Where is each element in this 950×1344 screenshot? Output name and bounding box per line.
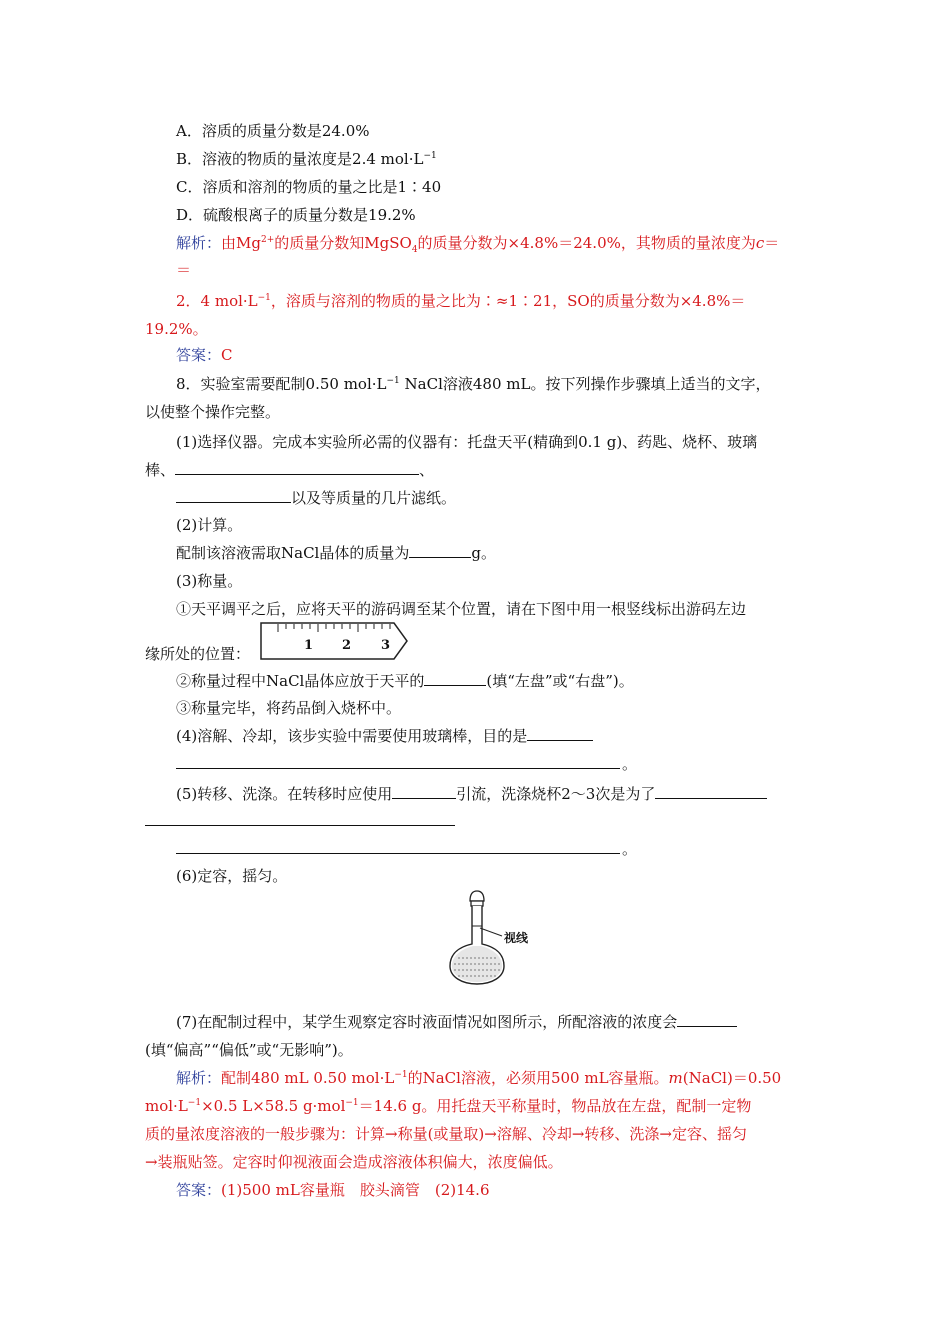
q8-step-1-comma: 、 xyxy=(419,461,435,479)
q8-step-1-line-3 xyxy=(176,488,456,508)
q8-step-6: (6)定容，摇匀。 xyxy=(176,867,288,885)
q8-step-3-2-text: ②称量过程中NaCl晶体应放于天平的 xyxy=(176,672,425,690)
analysis-2-sup-a: −1 xyxy=(394,1070,408,1080)
q8-step-5-text-a: (5)转移、洗涤。在转移时应使用 xyxy=(176,785,393,803)
volumetric-flask-figure xyxy=(420,888,540,988)
analysis-2-line-3: 质的量浓度溶液的一般步骤为：计算→称量(或量取)→溶解、冷却→转移、洗涤→定容、摇匀 xyxy=(145,1125,747,1143)
q8-step-1: (1)选择仪器。完成本实验所必需的仪器有：托盘天平(精确到0.1 g)、药匙、烧杯、玻璃 xyxy=(176,433,758,451)
q8-step-5-text-b: 引流，洗涤烧杯2～3次是为了 xyxy=(456,785,656,803)
analysis-label: 解析： xyxy=(176,234,222,252)
analysis-1-line-3-b: ，溶质与溶剂的物质的量之比为∶≈1∶21，SO的质量分数为×4.8%＝ xyxy=(270,292,746,310)
q8-stem-b: NaCl溶液480 mL。按下列操作步骤填上适当的文字， xyxy=(399,375,771,393)
analysis-1-text-d: ＝ xyxy=(764,234,780,252)
answer-blank[interactable] xyxy=(175,460,419,475)
answer-label: 答案： xyxy=(176,1181,222,1199)
analysis-2-line-1 xyxy=(176,1068,781,1088)
sight-line-label: 视线 xyxy=(504,931,529,945)
analysis-1-line-4: 19.2%。 xyxy=(145,320,208,338)
answer-1 xyxy=(176,345,233,365)
answer-blank[interactable] xyxy=(176,768,620,769)
q8-step-3-1-line-2: 缘所处的位置： xyxy=(145,645,251,663)
analysis-1-text-a: 由Mg xyxy=(221,234,261,252)
q8-step-3-2-tail: (填“左盘”或“右盘”)。 xyxy=(486,672,634,690)
analysis-2-l2-a: mol·L xyxy=(145,1097,188,1115)
answer-label: 答案： xyxy=(176,346,222,364)
answer-blank[interactable] xyxy=(145,825,455,826)
q8-step-1-text: 棒、 xyxy=(145,461,176,479)
answer-2-value: (1)500 mL容量瓶 胶头滴管 (2)14.6 xyxy=(221,1181,490,1199)
analysis-1-sup-a: 2+ xyxy=(260,235,275,245)
q8-step-2-detail xyxy=(176,543,496,563)
q8-stem xyxy=(176,374,770,394)
ruler-label-3: 3 xyxy=(381,638,391,653)
analysis-1-text-b: 的质量分数知MgSO xyxy=(274,234,412,252)
analysis-1-line-3-a: 2．4 mol·L xyxy=(176,292,258,310)
analysis-1-var-c: c xyxy=(755,234,765,252)
answer-1-value: C xyxy=(221,346,233,364)
answer-blank[interactable] xyxy=(527,726,593,741)
sight-line xyxy=(480,928,502,936)
ruler-label-1: 1 xyxy=(304,638,314,653)
q8-step-1-line-2 xyxy=(145,460,434,480)
flask-stopper xyxy=(470,891,484,901)
q8-step-2: (2)计算。 xyxy=(176,516,243,534)
option-d: D．硫酸根离子的质量分数是19.2% xyxy=(176,206,416,224)
option-b-text: B．溶液的物质的量浓度是2.4 mol·L xyxy=(176,150,424,168)
q8-step-3-2 xyxy=(176,671,634,691)
analysis-2-line-4: →装瓶贴签。定容时仰视液面会造成溶液体积偏大，浓度偏低。 xyxy=(145,1153,563,1171)
analysis-2-l2-b: ×0.5 L×58.5 g·mol xyxy=(201,1097,346,1115)
analysis-2-l2-sup1: −1 xyxy=(187,1098,202,1108)
analysis-2-text-c: (NaCl)＝0.50 xyxy=(682,1069,782,1087)
q8-step-4-text: (4)溶解、冷却，该步实验中需要使用玻璃棒，目的是 xyxy=(176,727,528,745)
answer-blank[interactable] xyxy=(392,784,456,799)
analysis-1-line-2: ＝ xyxy=(176,261,192,279)
q8-step-4-end: 。 xyxy=(622,755,638,773)
analysis-2-l2-sup2: −1 xyxy=(345,1098,359,1108)
answer-blank[interactable] xyxy=(176,853,620,854)
q8-stem-sup: −1 xyxy=(386,376,400,386)
ruler-label-2: 2 xyxy=(342,638,352,653)
analysis-1-text-c: 的质量分数为×4.8%＝24.0%，其物质的量浓度为 xyxy=(417,234,756,252)
analysis-2-text-b: 的NaCl溶液，必须用500 mL容量瓶。 xyxy=(407,1069,669,1087)
option-a: A．溶质的质量分数是24.0% xyxy=(176,122,370,140)
answer-2 xyxy=(176,1180,490,1200)
q8-step-3-3: ③称量完毕，将药品倒入烧杯中。 xyxy=(176,699,402,717)
flask-stopper-base xyxy=(471,901,483,906)
q8-step-7-text: (7)在配制过程中，某学生观察定容时液面情况如图所示，所配溶液的浓度会 xyxy=(176,1013,678,1031)
q8-step-7 xyxy=(176,1012,737,1032)
q8-step-4 xyxy=(176,726,593,746)
option-b-sup: −1 xyxy=(423,151,437,161)
q8-step-5-end: 。 xyxy=(622,840,638,858)
analysis-1-line-3-sup: −1 xyxy=(257,293,271,303)
analysis-label: 解析： xyxy=(176,1069,222,1087)
option-c: C．溶质和溶剂的物质的量之比是1∶40 xyxy=(176,178,442,196)
q8-step-3-1: ①天平调平之后，应将天平的游码调至某个位置，请在下图中用一根竖线标出游码左边 xyxy=(176,600,747,618)
q8-step-2-text: 配制该溶液需取NaCl晶体的质量为 xyxy=(176,544,410,562)
answer-blank[interactable] xyxy=(424,671,486,686)
q8-stem-line-2: 以使整个操作完整。 xyxy=(145,403,281,421)
q8-step-2-unit: g。 xyxy=(471,544,496,562)
q8-step-5 xyxy=(176,784,767,804)
option-b xyxy=(176,149,437,169)
analysis-1-line-3 xyxy=(176,291,745,311)
answer-blank[interactable] xyxy=(677,1012,737,1027)
q8-stem-a: 8．实验室需要配制0.50 mol·L xyxy=(176,375,387,393)
answer-blank[interactable] xyxy=(176,488,291,503)
analysis-2-line-2 xyxy=(145,1096,751,1116)
analysis-1-line-1 xyxy=(176,233,779,253)
q8-step-3: (3)称量。 xyxy=(176,572,243,590)
answer-blank[interactable] xyxy=(409,543,471,558)
q8-step-1-tail: 以及等质量的几片滤纸。 xyxy=(291,489,457,507)
analysis-2-l2-c: ＝14.6 g。用托盘天平称量时，物品放在左盘，配制一定物 xyxy=(358,1097,752,1115)
analysis-2-text-a: 配制480 mL 0.50 mol·L xyxy=(221,1069,395,1087)
ruler-figure[interactable] xyxy=(258,620,410,662)
answer-blank[interactable] xyxy=(655,784,767,799)
q8-step-7-line-2: (填“偏高”“偏低”或“无影响”)。 xyxy=(145,1041,353,1059)
analysis-1-sub-b: 4 xyxy=(411,245,418,255)
analysis-2-var-m: m xyxy=(668,1069,683,1087)
